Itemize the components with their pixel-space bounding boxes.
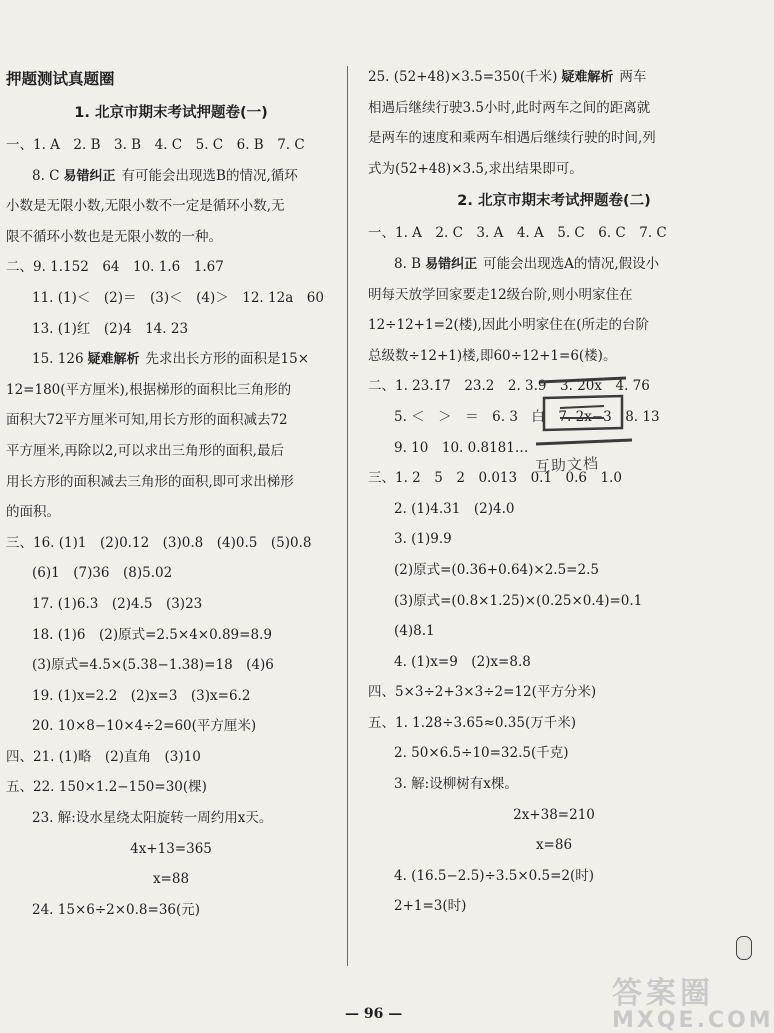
answer-text: (4)8.1: [394, 623, 435, 640]
column-divider: [347, 66, 348, 966]
answer-text: 三、16. (1)1 (2)0.12 (3)0.8 (4)0.5 (5)0.8: [6, 534, 312, 551]
left-column: [6, 62, 336, 925]
answer-line: [368, 555, 740, 586]
answer-text: 四、21. (1)略 (2)直角 (3)10: [6, 748, 201, 765]
note-text: 先求出长方形的面积是15×: [145, 351, 310, 368]
answer-text: 17. (1)6.3 (2)4.5 (3)23: [32, 595, 203, 612]
answer-line: [6, 314, 336, 345]
answer-text: 四、5×3÷2+3×3÷2=12(平方分米): [368, 684, 597, 701]
answer-line: [368, 647, 740, 678]
watermark: [612, 968, 774, 1033]
answer-text: 3. (1)9.9: [394, 531, 452, 548]
answer-line: [368, 123, 740, 154]
stamp-text: 互助文档: [534, 454, 600, 476]
answer-line: [6, 650, 336, 681]
answer-text: 13. (1)红 (2)4 14. 23: [32, 320, 189, 337]
answer-line: [6, 161, 336, 192]
answer-line: [368, 830, 740, 861]
note-tag: 疑难解析: [561, 70, 614, 85]
answer-text: 是两车的速度和乘两车相遇后继续行驶的时间,列: [368, 130, 656, 147]
answer-text: x=88: [152, 871, 190, 888]
answer-line: [368, 861, 740, 892]
answer-text: 明每天放学回家要走12级台阶,则小明家住在: [368, 286, 633, 303]
answer-text: 23. 解:设水星绕太阳旋转一周约用x天。: [32, 810, 273, 827]
answer-line: [6, 558, 336, 589]
answer-text: 面积大72平方厘米可知,用长方形的面积减去72: [6, 412, 288, 429]
answer-line: [368, 249, 740, 280]
right-top-answer-lines: [368, 62, 740, 184]
answer-text: 一、1. A 2. B 3. B 4. C 5. C 6. B 7. C: [6, 137, 305, 153]
exam-title-2: 2. 北京市期末考试押题卷(二): [457, 193, 651, 210]
answer-line: [6, 344, 336, 375]
answer-text: 限不循环小数也是无限小数的一种。: [6, 228, 222, 245]
answer-text: 15. 126: [32, 351, 84, 368]
answer-text: 一、1. A 2. C 3. A 4. A 5. C 6. C 7. C: [368, 225, 667, 242]
answer-text: 24. 15×6÷2×0.8=36(元): [32, 901, 201, 918]
answer-line: [6, 895, 336, 926]
answer-line: [6, 681, 336, 712]
note-text: 两车: [619, 69, 647, 85]
answer-line: [6, 375, 336, 406]
answer-text: 8. B: [394, 255, 422, 272]
answer-text: 小数是无限小数,无限小数不一定是循环小数,无: [6, 198, 285, 215]
answer-line: [368, 738, 740, 769]
answer-text: 式为(52+48)×3.5,求出结果即可。: [368, 160, 583, 177]
answer-line: [6, 803, 336, 834]
answer-text: 9. 10 10. 0.8181…: [394, 439, 529, 456]
answer-line: [6, 467, 336, 498]
answer-text: 2+1=3(时): [394, 898, 467, 915]
answer-line: [6, 711, 336, 742]
answer-text: (3)原式=(0.8×1.25)×(0.25×0.4)=0.1: [394, 592, 643, 609]
answer-line: [368, 800, 740, 831]
note-tag: 易错纠正: [63, 168, 116, 184]
note-tag: 疑难解析: [87, 352, 140, 368]
answer-line: [6, 834, 336, 865]
answer-text: (3)原式=4.5×(5.38−1.38)=18 (4)6: [32, 657, 274, 674]
watermark-top: 答案圈: [612, 976, 714, 1011]
answer-text: 2. 50×6.5÷10=32.5(千克): [394, 745, 569, 762]
answer-line: [6, 864, 336, 895]
answer-text: 4. (1)x=9 (2)x=8.8: [394, 653, 531, 670]
answer-text: 11. (1)＜ (2)＝ (3)＜ (4)＞ 12. 12a 60: [32, 289, 324, 306]
answer-text: 二、9. 1.152 64 10. 1.6̇ 1.67: [6, 259, 224, 276]
answer-line: [368, 62, 740, 93]
answer-line: [6, 620, 336, 651]
exam-title-1: 1. 北京市期末考试押题卷(一): [74, 105, 268, 121]
note-text: 有可能会出现选B的情况,循环: [121, 167, 298, 184]
answer-text: 4x+13=365: [130, 840, 212, 857]
answer-text: 3. 解:设柳树有x棵。: [394, 776, 518, 793]
answer-text: 相遇后继续行驶3.5小时,此时两车之间的距离就: [368, 99, 651, 116]
answer-line: [6, 436, 336, 467]
right-answer-lines: [368, 218, 740, 922]
answer-line: [6, 222, 336, 253]
answer-line: [368, 280, 740, 311]
note-text: 可能会出现选A的情况,假设小: [483, 255, 660, 272]
answer-text: 4. (16.5−2.5)÷3.5×0.5=2(时): [394, 867, 595, 884]
page-number: — 96 —: [345, 1006, 403, 1022]
note-tag: 易错纠正: [425, 256, 478, 272]
answer-line: [368, 891, 740, 922]
answer-line: [368, 93, 740, 124]
section-title: 押题测试真题圈: [6, 70, 115, 88]
answer-text: (2)原式=(0.36+0.64)×2.5=2.5: [394, 561, 599, 578]
answer-text: 二、1. 23.1̇7̇ 23.2 2. 3.9 3. 20x 4. 76: [368, 378, 650, 395]
answer-text: 用长方形的面积减去三角形的面积,即可求出梯形: [6, 473, 294, 490]
answer-text: 25. (52+48)×3.5=350(千米): [368, 69, 558, 85]
answer-line: [6, 130, 336, 161]
answer-text: 2x+38=210: [513, 806, 595, 823]
answer-text: x=86: [535, 837, 573, 854]
answer-text: 20. 10×8−10×4÷2=60(平方厘米): [32, 718, 257, 735]
answer-line: [6, 283, 336, 314]
answer-line: [368, 310, 740, 341]
answer-line: [6, 528, 336, 559]
answer-line: [368, 341, 740, 372]
watermark-bottom: MXQE.COM: [612, 1008, 774, 1033]
answer-line: [6, 252, 336, 283]
answer-line: [6, 191, 336, 222]
answer-line: [368, 616, 740, 647]
answer-text: 12=180(平方厘米),根据梯形的面积比三角形的: [6, 381, 292, 398]
answer-line: [368, 218, 740, 249]
answer-text: 5. ＜ ＞ ＝ 6. 3 白 7. 2x−3 8. 13: [394, 408, 660, 425]
answer-line: [6, 497, 336, 528]
answer-line: [6, 405, 336, 436]
answer-text: 8. C: [32, 167, 60, 184]
answer-text: 三、1. 2 5 2 0.013 0.1 0.6 1.0: [368, 470, 622, 487]
page-edge-mark: [736, 936, 752, 960]
answer-text: 2. (1)4.31 (2)4.0: [394, 500, 515, 517]
answer-text: (6)1 (7)36 (8)5.02: [32, 565, 173, 582]
answer-text: 平方厘米,再除以2,可以求出三角形的面积,最后: [6, 442, 284, 459]
answer-line: [368, 677, 740, 708]
answer-line: [368, 154, 740, 185]
answer-line: [368, 494, 740, 525]
left-answer-lines: [6, 130, 336, 925]
answer-text: 18. (1)6 (2)原式=2.5×4×0.89=8.9: [32, 626, 272, 643]
answer-text: 19. (1)x=2.2 (2)x=3 (3)x=6.2: [32, 687, 251, 704]
answer-line: [368, 586, 740, 617]
answer-text: 五、22. 150×1.2−150=30(棵): [6, 779, 207, 796]
right-column: [368, 62, 740, 922]
answer-line: [368, 524, 740, 555]
answer-text: 12÷12+1=2(楼),因此小明家住在(所走的台阶: [368, 317, 650, 334]
answer-text: 的面积。: [6, 504, 60, 521]
answer-line: [6, 772, 336, 803]
answer-line: [368, 769, 740, 800]
answer-line: [6, 589, 336, 620]
answer-text: 五、1. 1.28÷3.65≈0.35(万千米): [368, 714, 577, 731]
answer-line: [6, 742, 336, 773]
answer-line: [368, 708, 740, 739]
answer-text: 总级数÷12+1)楼,即60÷12+1=6(楼)。: [368, 347, 617, 364]
